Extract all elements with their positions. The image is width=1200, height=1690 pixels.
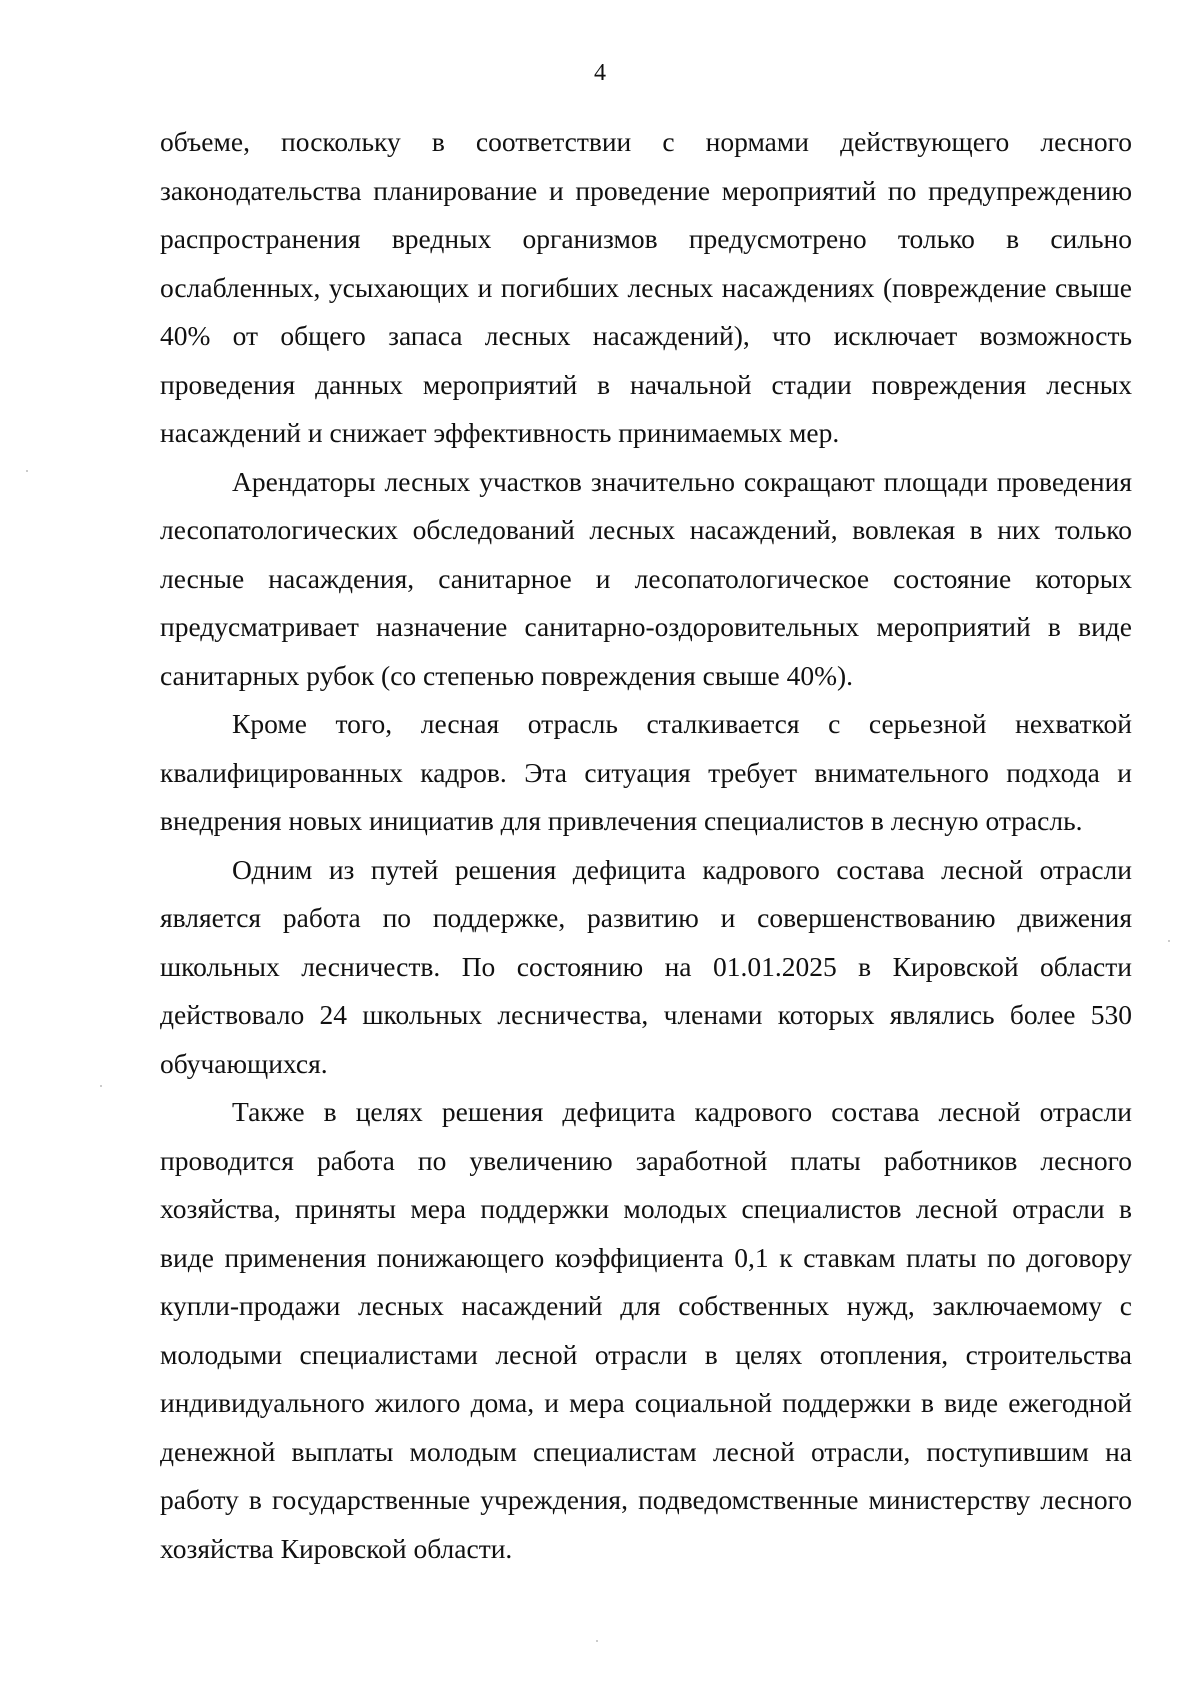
scan-speck: [1168, 940, 1170, 942]
paragraph-support-measures: Также в целях решения дефицита кадрового состава лесной отрасли проводится работа по увеличению заработной платы работников лесного хозяйства, приняты мера поддержки молодых специалистов лесной отрасли в виде применения понижающего коэффициента 0,1 к ставкам платы по договору купли-продажи лесных насаждений для собственных нужд, заключаемому с молодыми специалистами лесной отрасли в целях отопления, строительства индивидуального жилого дома, и мера социальной поддержки в виде ежегодной денежной выплаты молодым специалистам лесной отрасли, поступившим на работу в государственные учреждения, подведомственные министерству лесного хозяйства Кировской области.: [160, 1096, 1132, 1564]
paragraph-staff-shortage: Кроме того, лесная отрасль сталкивается с серьезной нехваткой квалифицированных кадров. Эта ситуация требует внимательного подхода и внедрения новых инициатив для привлечения специалистов в лесную отрасль.: [160, 708, 1132, 836]
paragraph-school-forestries: Одним из путей решения дефицита кадрового состава лесной отрасли является работа по поддержке, развитию и совершенствованию движения школьных лесничеств. По состоянию на 01.01.2025 в Кировской области действовало 24 школьных лесничества, членами которых являлись более 530 обучающихся.: [160, 853, 1132, 1079]
scan-speck: [26, 470, 28, 472]
scan-speck: [596, 1640, 598, 1642]
page-number: 4: [594, 60, 606, 86]
paragraph-continuation: объеме, поскольку в соответствии с нормами действующего лесного законодательства планирование и проведение мероприятий по предупреждению распространения вредных организмов предусмотрено только в сильно ослабленных, усыхающих и погибших лесных насаждениях (повреждение свыше 40% от общего запаса лесных насаждений), что исключает возможность проведения данных мероприятий в начальной стадии повреждения лесных насаждений и снижает эффективность принимаемых мер.: [160, 126, 1132, 448]
paragraph-lessees: Арендаторы лесных участков значительно сокращают площади проведения лесопатологических обследований лесных насаждений, вовлекая в них только лесные насаждения, санитарное и лесопатологическое состояние которых предусматривает назначение санитарно-оздоровительных мероприятий в виде санитарных рубок (со степенью повреждения свыше 40%).: [160, 465, 1132, 691]
document-body: [160, 118, 1132, 1573]
scan-speck: [100, 1085, 102, 1087]
